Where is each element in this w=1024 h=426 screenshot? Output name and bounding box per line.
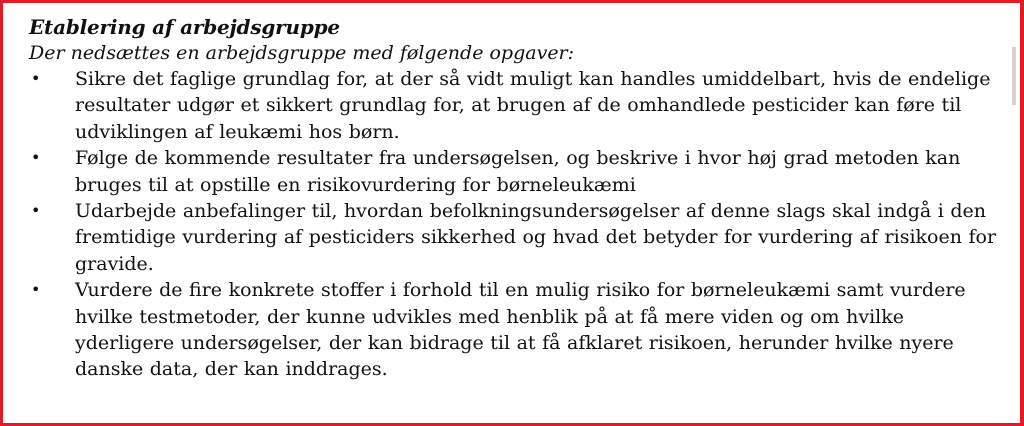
section-heading: Etablering af arbejdsgruppe [29, 15, 340, 39]
list-item [29, 66, 1004, 145]
task-list [29, 66, 1004, 383]
list-item [29, 145, 1004, 198]
bullet-icon: • [31, 201, 41, 221]
scrollbar-thumb[interactable] [1012, 47, 1016, 105]
bullet-icon: • [31, 148, 41, 168]
list-item-text: Følge de kommende resultater fra undersøgelsen, og beskrive i hvor høj grad metoden kan bruges til at opstille en risikovurdering for børneleukæmi [75, 147, 961, 196]
bullet-icon: • [31, 280, 41, 300]
list-item-text: Sikre det faglige grundlag for, at der så vidt muligt kan handles umiddelbart, hvis de endelige resultater udgør et sikkert grundlag for, at brugen af de omhandlede pesticider kan føre til udviklingen af leukæmi hos børn. [75, 68, 991, 143]
list-item [29, 198, 1004, 277]
list-item-text: Vurdere de fire konkrete stoffer i forhold til en mulig risiko for børneleukæmi samt vurdere hvilke testmetoder, der kunne udvikles med henblik på at få mere viden og om hvilke yderligere undersøgelser, der kan bidrage til at få afklaret risikoen, herunder hvilke nyere danske data, der kan inddrages. [75, 279, 966, 381]
list-item [29, 277, 1004, 383]
document-content [29, 14, 1004, 383]
intro-text: Der nedsættes en arbejdsgruppe med følgende opgaver: [29, 42, 575, 64]
bullet-icon: • [31, 69, 41, 88]
list-item-text: Udarbejde anbefalinger til, hvordan befolkningsundersøgelser af denne slags skal indgå i den fremtidige vurdering af pesticiders sikkerhed og hvad det betyder for vurdering af risikoen for gravide. [75, 200, 997, 275]
